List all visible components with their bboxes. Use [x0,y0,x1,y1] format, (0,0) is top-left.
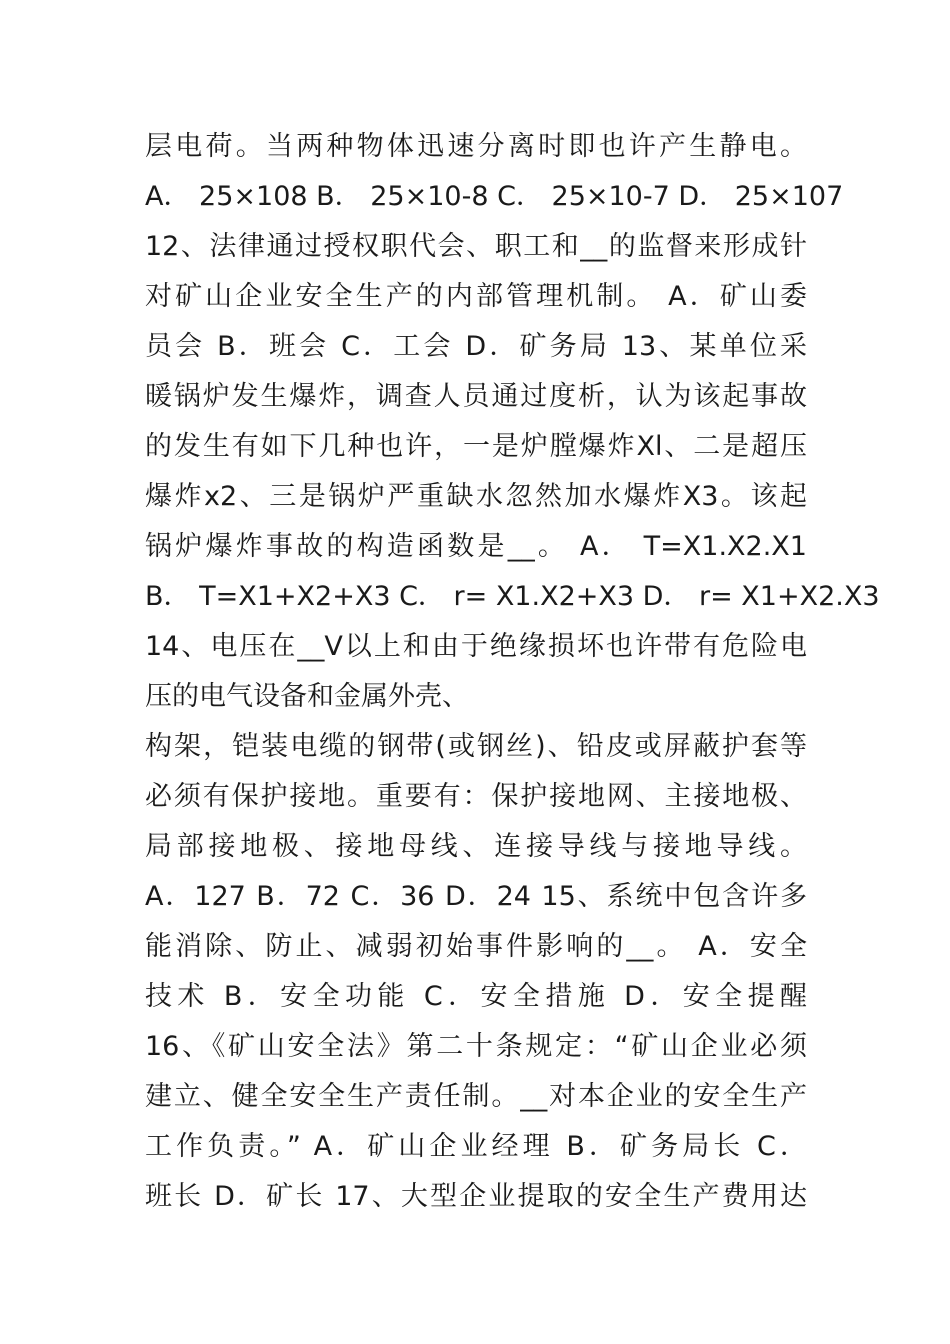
text-line: 暖锅炉发生爆炸，调查人员通过度析，认为该起事故 [145,381,807,412]
text-line: 建立、健全安全生产责任制。__对本企业的安全生产 [145,1081,807,1112]
text-line: 必须有保护接地。重要有：保护接地网、主接地极、 [145,781,807,812]
text-line: 工作负责。” A．矿山企业经理 B．矿务局长 C． [145,1131,807,1162]
text-line: A． 25×108 B． 25×10-8 C． 25×10-7 D． 25×107 [145,181,844,212]
text-line: 对矿山企业安全生产的内部管理机制。 A．矿山委 [145,281,807,312]
text-line: A．127 B．72 C．36 D．24 15、系统中包含许多 [145,881,807,912]
text-line: 局部接地极、接地母线、连接导线与接地导线。 [145,831,807,862]
text-line: 12、法律通过授权职代会、职工和__的监督来形成针 [145,231,807,262]
text-line: 爆炸x2、三是锅炉严重缺水忽然加水爆炸X3。该起 [145,481,807,512]
text-line: 14、电压在__V以上和由于绝缘损坏也许带有危险电 [145,631,807,662]
text-line: 员会 B．班会 C．工会 D．矿务局 13、某单位采 [145,331,807,362]
text-line: B． T=X1+X2+X3 C． r= X1.X2+X3 D． r= X1+X2.X3 [145,581,880,612]
text-line: 班长 D．矿长 17、大型企业提取的安全生产费用达 [145,1181,807,1212]
document-body [145,122,880,1222]
text-line: 构架，铠装电缆的钢带(或钢丝)、铅皮或屏蔽护套等 [145,731,807,762]
text-line: 锅炉爆炸事故的构造函数是__。 A． T=X1.X2.X1 [145,531,807,562]
text-line: 技术 B．安全功能 C．安全措施 D．安全提醒 [145,981,807,1012]
text-line: 16、《矿山安全法》第二十条规定：“矿山企业必须 [145,1031,807,1062]
text-line: 压的电气设备和金属外壳、 [145,681,469,712]
text-line: 层电荷。当两种物体迅速分离时即也许产生静电。 [145,131,807,162]
text-line: 能消除、防止、减弱初始事件影响的__。 A．安全 [145,931,807,962]
text-line: 的发生有如下几种也许，一是炉膛爆炸Xl、二是超压 [145,431,807,462]
